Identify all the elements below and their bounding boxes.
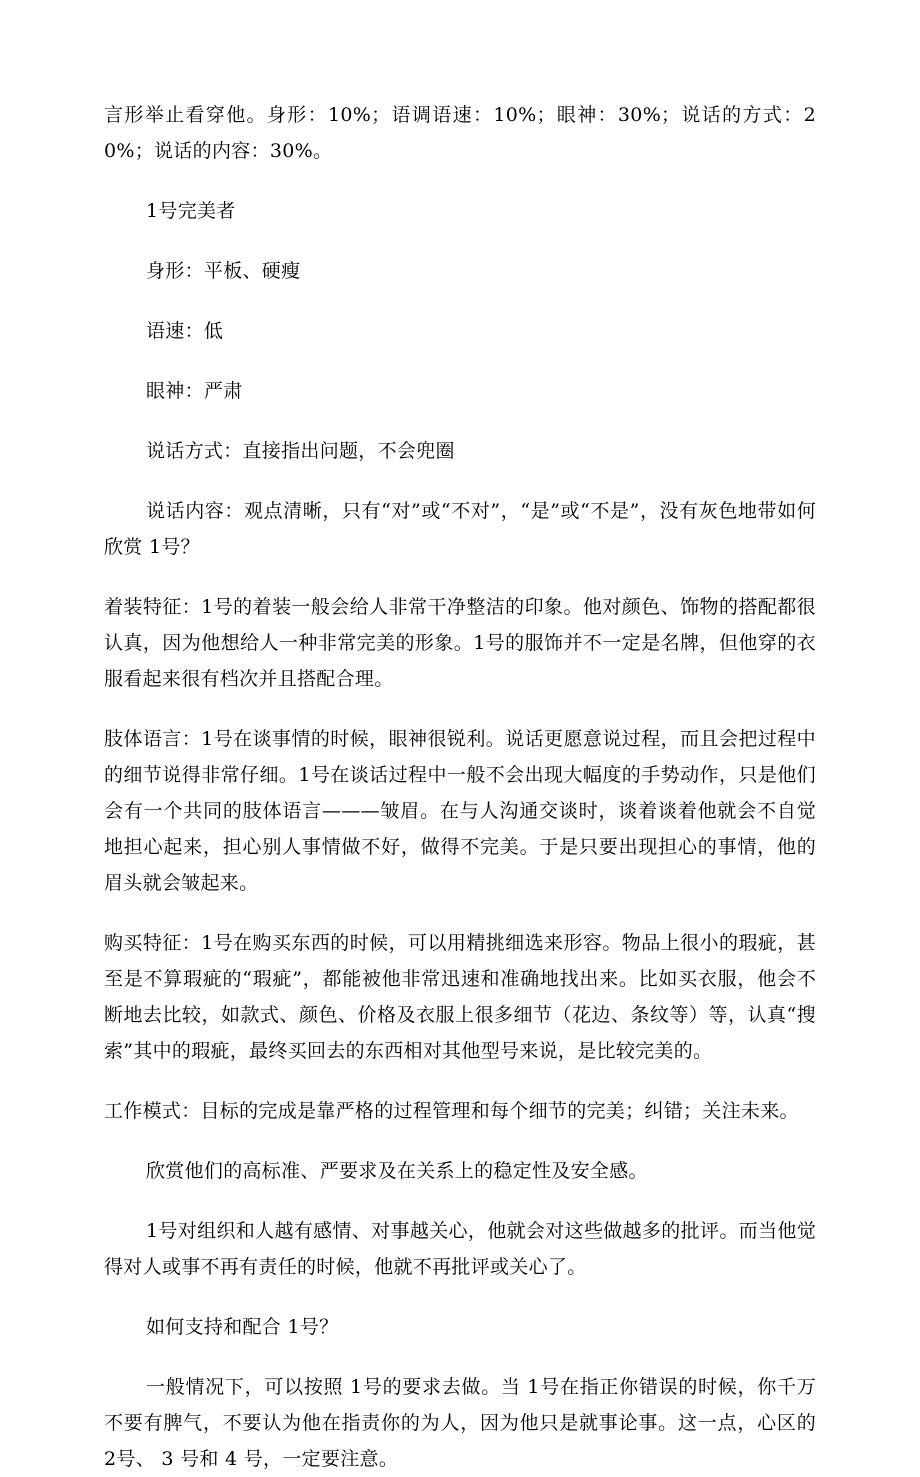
body-shape-line: 身形：平板、硬瘦 [146,260,301,282]
body-language-paragraph: 肢体语言：1号在谈事情的时候，眼神很锐利。说话更愿意说过程，而且会把过程中的细节说得非常仔细。1号在谈话过程中一般不会出现大幅度的手势动作，只是他们会有一个共同的肢体语言———皱眉。在与人沟通交谈时，谈着谈着他就会不自觉地担心起来，担心别人事情做不好，做得不完美。于是只要出现担心的事情，他的眉头就会皱起来。 [104,728,816,894]
support-advice-paragraph: 一般情况下，可以按照 1号的要求去做。当 1号在指正你错误的时候，你千万不要有脾气，不要认为他在指责你的为人，因为他只是就事论事。这一点，心区的 2号、 3 号和 4 号，一定要注意。 [104,1376,816,1470]
purchase-features-paragraph: 购买特征：1号在购买东西的时候，可以用精挑细选来形容。物品上很小的瑕疵，甚至是不算瑕疵的“瑕疵”，都能被他非常迅速和准确地找出来。比如买衣服，他会不断地去比较，如款式、颜色、价格及衣服上很多细节（花边、条纹等）等，认真“搜索”其中的瑕疵，最终买回去的东西相对其他型号来说，是比较完美的。 [104,932,816,1062]
dress-features-paragraph: 着装特征：1号的着装一般会给人非常干净整洁的印象。他对颜色、饰物的搭配都很认真，因为他想给人一种非常完美的形象。1号的服饰并不一定是名牌，但他穿的衣服看起来很有档次并且搭配合理。 [104,596,816,690]
type-title: 1号完美者 [146,200,236,222]
criticism-note-paragraph: 1号对组织和人越有感情、对事越关心，他就会对这些做越多的批评。而当他觉得对人或事不再有责任的时候，他就不再批评或关心了。 [104,1220,816,1278]
speech-speed-line: 语速：低 [146,320,224,342]
intro-paragraph: 言形举止看穿他。身形：10%；语调语速：10%；眼神：30%；说话的方式：20%；说话的内容：30%。 [104,104,816,162]
speaking-style-line: 说话方式：直接指出问题，不会兜圈 [146,440,455,462]
work-mode-paragraph: 工作模式：目标的完成是靠严格的过程管理和每个细节的完美；纠错；关注未来。 [104,1100,799,1122]
appreciation-paragraph: 欣赏他们的高标准、严要求及在关系上的稳定性及安全感。 [146,1160,648,1182]
eye-expression-line: 眼神：严肃 [146,380,243,402]
support-question: 如何支持和配合 1号？ [146,1316,339,1338]
document-body [104,97,816,1477]
speaking-content-paragraph: 说话内容：观点清晰，只有“对”或“不对”，“是”或“不是”，没有灰色地带如何欣赏 1号？ [104,500,816,558]
